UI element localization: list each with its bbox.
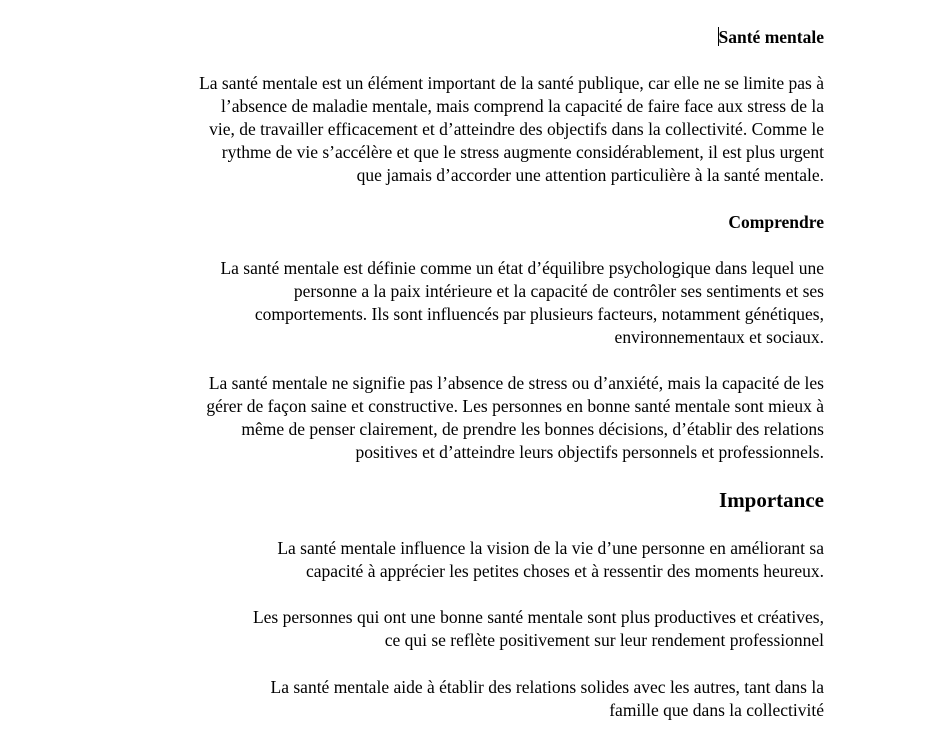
importance-paragraph-2[interactable] bbox=[100, 606, 824, 652]
intro-line: vie, de travailler efficacement et d’atteindre des objectifs dans la collectivité. Comme le bbox=[209, 119, 824, 139]
paragraph-line: gérer de façon saine et constructive. Les personnes en bonne santé mentale sont mieux à bbox=[206, 396, 824, 416]
intro-line: que jamais d’accorder une attention particulière à la santé mentale. bbox=[356, 165, 824, 185]
section-heading-comprendre-text: Comprendre bbox=[728, 212, 824, 232]
importance-paragraph-3[interactable] bbox=[100, 676, 824, 722]
paragraph-line: ce qui se reflète positivement sur leur rendement professionnel bbox=[384, 630, 824, 650]
paragraph-line: même de penser clairement, de prendre les bonnes décisions, d’établir des relations bbox=[241, 419, 824, 439]
paragraph-line: capacité à apprécier les petites choses et à ressentir des moments heureux. bbox=[306, 561, 824, 581]
intro-paragraph[interactable] bbox=[100, 72, 824, 187]
paragraph-line: famille que dans la collectivité bbox=[609, 700, 824, 720]
paragraph-line: La santé mentale est définie comme un état d’équilibre psychologique dans lequel une bbox=[220, 258, 824, 278]
paragraph-line: positives et d’atteindre leurs objectifs personnels et professionnels. bbox=[355, 442, 824, 462]
intro-line: La santé mentale est un élément important de la santé publique, car elle ne se limite pas à bbox=[199, 73, 824, 93]
paragraph-line: comportements. Ils sont influencés par plusieurs facteurs, notamment génétiques, bbox=[254, 304, 824, 324]
importance-paragraph-1[interactable] bbox=[100, 537, 824, 583]
intro-line: rythme de vie s’accélère et que le stress augmente considérablement, il est plus urgent bbox=[221, 142, 824, 162]
paragraph-line: Les personnes qui ont une bonne santé mentale sont plus productives et créatives, bbox=[252, 607, 824, 627]
paragraph-line: environnementaux et sociaux. bbox=[614, 327, 824, 347]
comprendre-paragraph-1[interactable] bbox=[100, 257, 824, 349]
section-heading-importance[interactable] bbox=[100, 487, 824, 513]
paragraph-line: La santé mentale ne signifie pas l’absence de stress ou d’anxiété, mais la capacité de les bbox=[208, 373, 824, 393]
document-title[interactable] bbox=[100, 26, 824, 49]
section-heading-comprendre[interactable] bbox=[100, 211, 824, 234]
paragraph-line: La santé mentale aide à établir des relations solides avec les autres, tant dans la bbox=[270, 677, 824, 697]
intro-line: l’absence de maladie mentale, mais comprend la capacité de faire face aux stress de la bbox=[221, 96, 824, 116]
paragraph-line: La santé mentale influence la vision de la vie d’une personne en améliorant sa bbox=[277, 538, 824, 558]
section-heading-importance-text: Importance bbox=[719, 488, 824, 512]
paragraph-line: personne a la paix intérieure et la capacité de contrôler ses sentiments et ses bbox=[293, 281, 824, 301]
comprendre-paragraph-2[interactable] bbox=[100, 372, 824, 464]
document-title-text: Santé mentale bbox=[718, 27, 824, 47]
